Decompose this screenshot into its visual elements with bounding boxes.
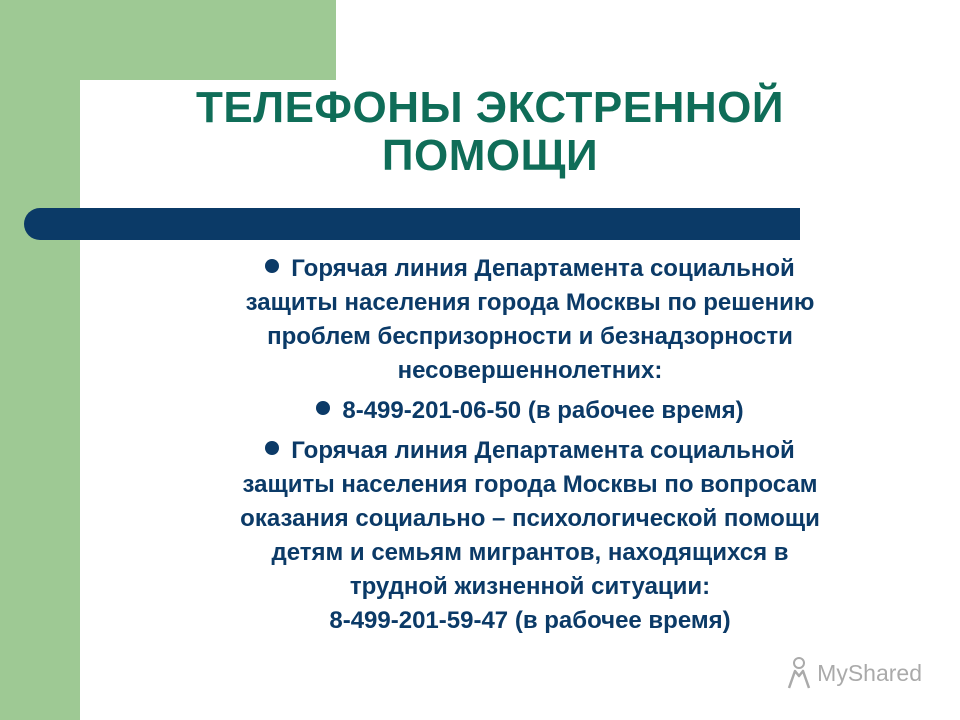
hotline-item-1 [120, 252, 940, 388]
hotline-item-1-line-4: несовершеннолетних: [397, 357, 663, 384]
bullet-icon [265, 259, 279, 273]
hotline-item-2-line-1 [120, 394, 940, 428]
slide-title-line-1: ТЕЛЕФОНЫ ЭКСТРЕННОЙ [195, 83, 785, 132]
watermark-logo-icon [785, 656, 813, 690]
hotline-phone-2: 8-499-201-59-47 (в рабочее время) [329, 607, 731, 634]
hotline-item-1-line-3: проблем беспризорности и безнадзорности [267, 323, 793, 350]
green-left-band [0, 0, 80, 720]
myshared-watermark [785, 656, 922, 690]
hotline-item-3-line-1 [120, 434, 940, 468]
hotline-item-2 [120, 394, 940, 428]
hotline-list [120, 252, 940, 638]
bullet-icon [265, 441, 279, 455]
hotline-item-3-line-5: трудной жизненной ситуации: [349, 573, 711, 600]
hotline-item-3-line-3: оказания социально – психологической помощи [240, 505, 820, 532]
title-underline-bar [24, 208, 800, 240]
hotline-item-3-line-2: защиты населения города Москвы по вопросам [242, 471, 818, 498]
watermark-text: MyShared [817, 659, 922, 686]
hotline-item-3 [120, 434, 940, 638]
slide-title-line-2: ПОМОЩИ [381, 131, 599, 180]
slide-title [100, 84, 880, 180]
bullet-icon [316, 401, 330, 415]
hotline-item-1-line-2: защиты населения города Москвы по решению [245, 289, 815, 316]
hotline-item-3-line-4: детям и семьям мигрантов, находящихся в [271, 539, 789, 566]
green-top-band [0, 0, 336, 80]
hotline-phone-1: 8-499-201-06-50 (в рабочее время) [342, 397, 744, 424]
hotline-item-1-text-1: Горячая линия Департамента социальной [291, 255, 795, 282]
hotline-item-3-text-1: Горячая линия Департамента социальной [291, 437, 795, 464]
hotline-item-1-line-1 [120, 252, 940, 286]
